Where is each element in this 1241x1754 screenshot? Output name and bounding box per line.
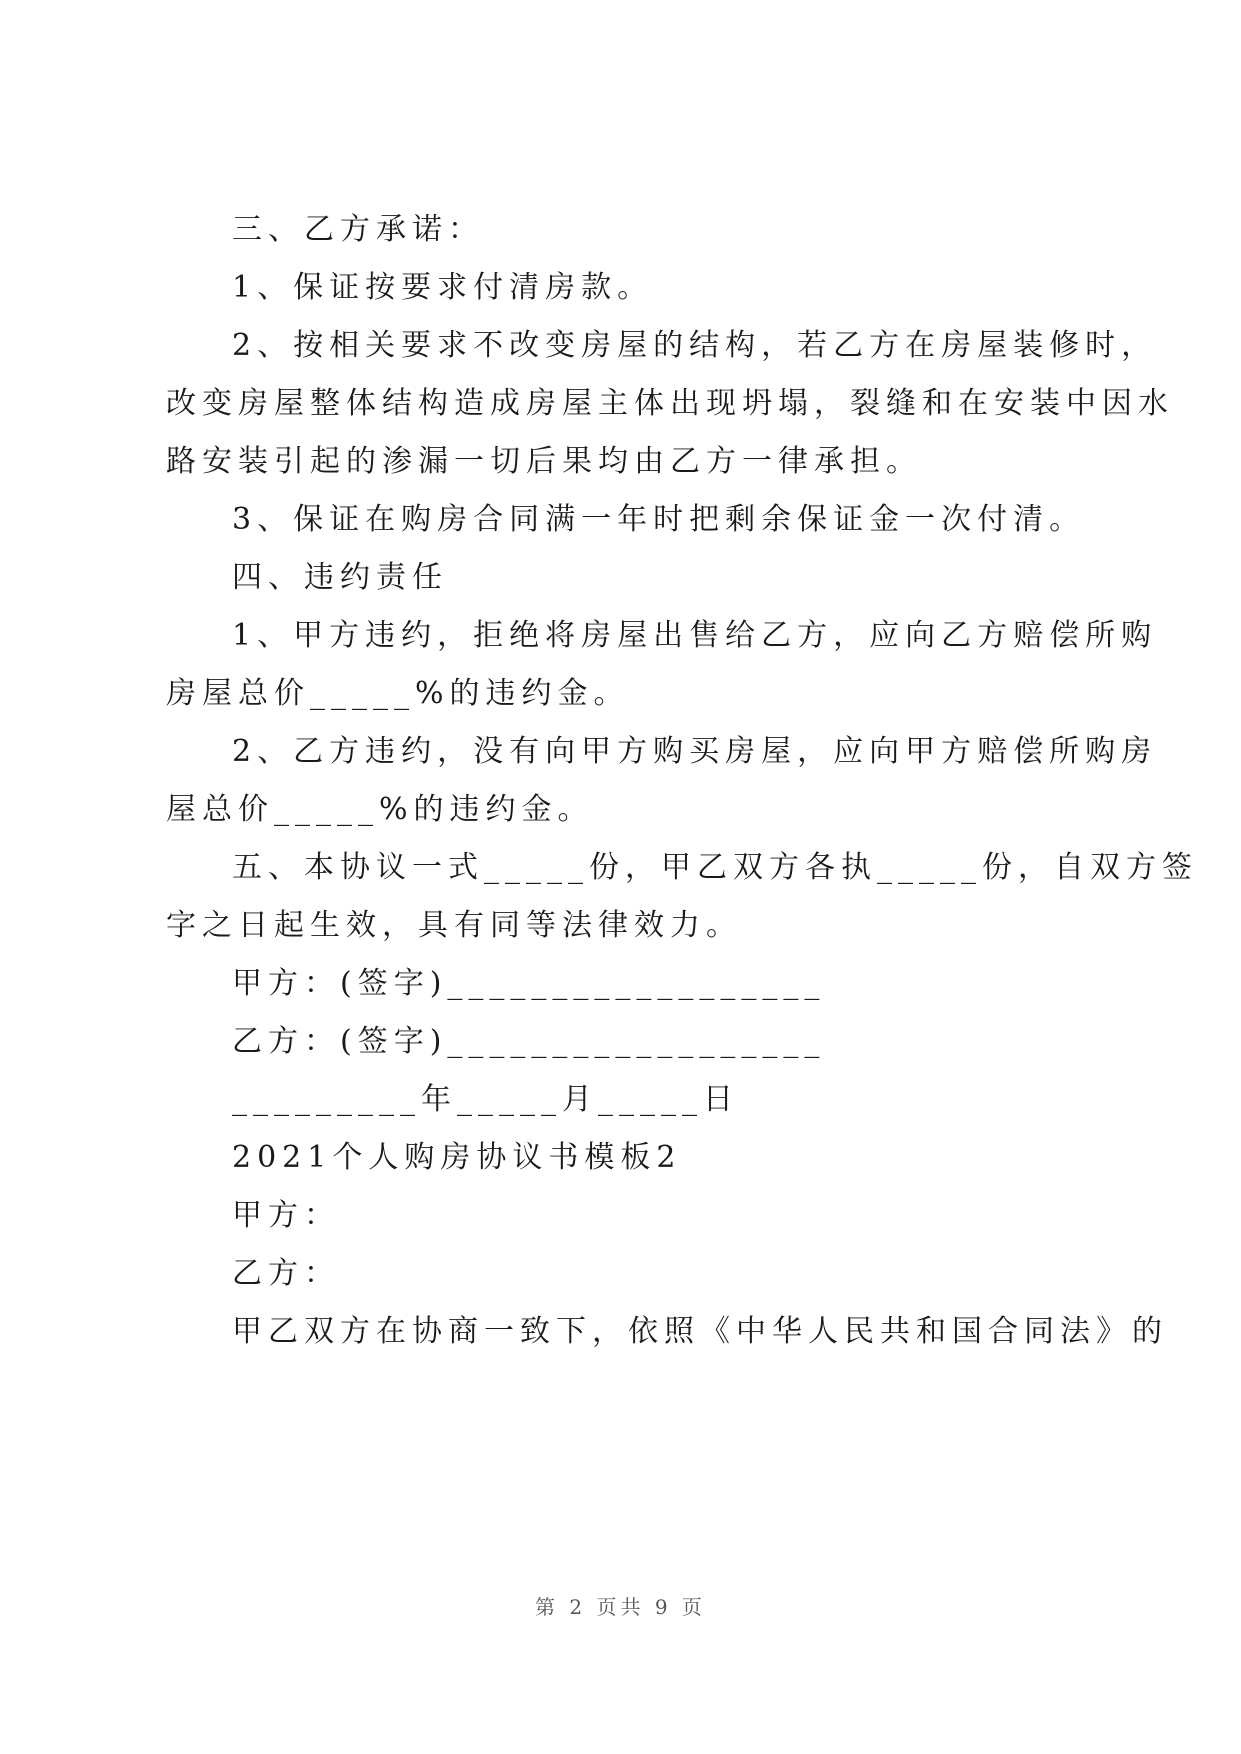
- clause-3-2-line-3: 路安装引起的渗漏一切后果均由乙方一律承担。: [166, 444, 922, 479]
- section-3-heading: 三、乙方承诺：: [232, 212, 484, 247]
- clause-4-2-line-2: 屋总价_____%的违约金。: [166, 792, 594, 827]
- party-a-signature: 甲方：(签字)__________________: [232, 966, 826, 1001]
- section-4-heading: 四、违约责任: [232, 560, 448, 595]
- page-number-footer: 第 2 页共 9 页: [535, 1595, 706, 1619]
- template-2-title: 2021个人购房协议书模板2: [232, 1140, 682, 1175]
- clause-4-1-line-2: 房屋总价_____%的违约金。: [166, 676, 630, 711]
- section-5-line-2: 字之日起生效，具有同等法律效力。: [166, 908, 742, 943]
- template-2-party-b: 乙方：: [232, 1256, 340, 1291]
- clause-4-2-line-1: 2、乙方违约，没有向甲方购买房屋，应向甲方赔偿所购房: [232, 734, 1158, 769]
- template-2-party-a: 甲方：: [232, 1198, 340, 1233]
- clause-3-2-line-2: 改变房屋整体结构造成房屋主体出现坍塌，裂缝和在安装中因水: [166, 386, 1174, 421]
- section-5-line-1: 五、本协议一式_____份，甲乙双方各执_____份，自双方签: [232, 850, 1198, 885]
- party-b-signature: 乙方：(签字)__________________: [232, 1024, 826, 1059]
- clause-3-2-line-1: 2、按相关要求不改变房屋的结构，若乙方在房屋装修时，: [232, 328, 1158, 363]
- signing-date: _________年_____月_____日: [232, 1082, 739, 1117]
- clause-3-3: 3、保证在购房合同满一年时把剩余保证金一次付清。: [232, 502, 1086, 537]
- template-2-preamble: 甲乙双方在协商一致下，依照《中华人民共和国合同法》的: [232, 1314, 1168, 1349]
- clause-3-1: 1、保证按要求付清房款。: [232, 270, 654, 305]
- clause-4-1-line-1: 1、甲方违约，拒绝将房屋出售给乙方，应向乙方赔偿所购: [232, 618, 1158, 653]
